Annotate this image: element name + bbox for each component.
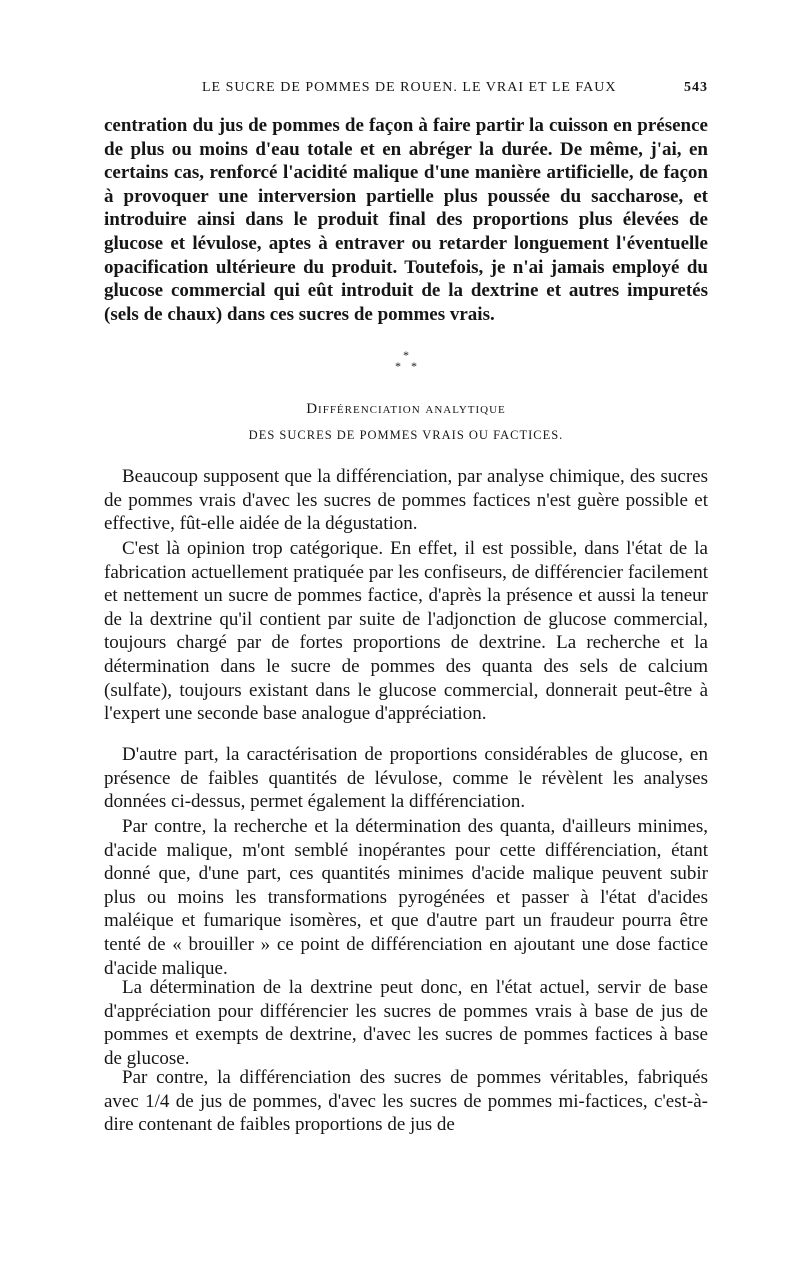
running-head: [104, 80, 708, 102]
section-subtitle: DES SUCRES DE POMMES VRAIS OU FACTICES.: [248, 428, 564, 442]
asterism-separator: [392, 348, 422, 374]
paragraph-3: D'autre part, la caractérisation de proportions considérables de glucose, en présence de faibles quantités de lévulose, comme le révèlent les analyses données ci-dessus, permet également la différenciation.: [104, 744, 708, 813]
paragraph-6: Par contre, la différenciation des sucres de pommes véritables, fabriqués avec 1/4 de jus de pommes, d'avec les sucres de pommes mi-factices, c'est-à-dire contenant de faibles proportions de jus de: [104, 1067, 708, 1136]
paragraph-2: C'est là opinion trop catégorique. En effet, il est possible, dans l'état de la fabrication actuellement pratiquée par les confiseurs, de différencier facilement et nettement un sucre de pommes factice, d'après la présence et aussi la teneur de la dextrine qu'il contient par suite de l'adjonction de glucose commercial, toujours chargé par de fortes proportions de dextrine. La recherche et la détermination dans le sucre de pommes des quanta des sels de calcium (sulfate), toujours existant dans le glucose commercial, donnerait peut-être à l'expert une seconde base analogue d'appréciation.: [104, 538, 708, 725]
paragraph-4: Par contre, la recherche et la détermination des quanta, d'ailleurs minimes, d'acide malique, m'ont semblé inopérantes pour cette différenciation, étant donné que, d'une part, ces quantités minimes d'acide malique peuvent subir plus ou moins les transformations pyrogénées et passer à l'état d'acides maléique et fumarique isomères, et que d'autre part un fraudeur pourra être tenté de « brouiller » ce point de différenciation en ajoutant une dose factice d'acide malique.: [104, 816, 708, 979]
paragraph-continuation: centration du jus de pommes de façon à faire partir la cuisson en présence de plus ou moins d'eau totale et en abréger la durée. De même, j'ai, en certains cas, renforcé l'acidité malique d'une manière artificielle, de façon à provoquer une interversion partielle plus poussée du saccharose, et introduire ainsi dans le produit final des proportions plus élevées de glucose et lévulose, aptes à entraver ou retarder longuement l'éventuelle opacification ultérieure du produit. Toutefois, je n'ai jamais employé du glucose commercial qui eût introduit de la dextrine et autres impuretés (sels de chaux) dans ces sucres de pommes vrais.: [104, 115, 708, 325]
page-number: 543: [684, 80, 708, 95]
asterisk-left: *: [395, 359, 401, 373]
paragraph-1: Beaucoup supposent que la différenciation, par analyse chimique, des sucres de pommes vrais d'avec les sucres de pommes factices n'est guère possible et effective, fût-elle aidée de la dégustation.: [104, 466, 708, 535]
asterisk-right: *: [411, 359, 417, 373]
running-title: LE SUCRE DE POMMES DE ROUEN. LE VRAI ET LE FAUX: [202, 80, 617, 95]
asterisk-top: *: [403, 348, 409, 362]
section-title: Différenciation analytique: [306, 401, 506, 417]
paragraph-5: La détermination de la dextrine peut donc, en l'état actuel, servir de base d'appréciation pour différencier les sucres de pommes vrais à base de jus de pommes et exempts de dextrine, d'avec les sucres de pommes factices à base de glucose.: [104, 977, 708, 1069]
